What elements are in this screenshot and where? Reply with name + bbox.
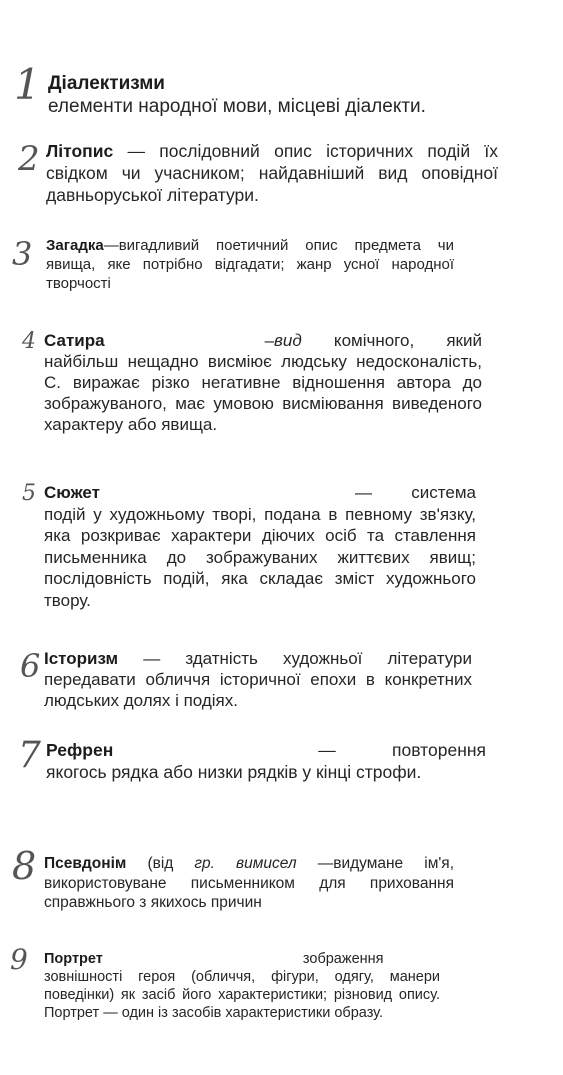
entry-definition-italic: гр. вимисел [194,855,297,872]
entry-definition: зображення зовнішності героя (обличчя, фігури, одягу, манери поведінки) як засіб його характеристики; різновид опису. Портрет — один із засобів характеристики образу. [44,951,440,1021]
entry-3 [12,236,454,293]
entry-definition: — здатність художньої літератури передавати обличчя історичної епохи в конкретних людських долях і подіях. [44,649,472,710]
entry-number: 2 [18,139,40,179]
entry-number: 3 [12,235,33,273]
entry-7 [18,736,486,783]
entry-number: 9 [10,943,28,976]
entry-term: Рефрен [46,740,114,760]
entry-definition: — послідовний опис історичних подій їх свідком чи учасником; найдавніший вид оповідної давньоруської літератури. [46,141,498,205]
entry-definition-prefix: (від [126,855,195,872]
entry-term: Портрет [44,951,103,967]
entry-term: Сатира [44,331,105,350]
entry-definition: — повторення якогось рядка або низки рядків у кінці строфи. [46,740,486,782]
entry-definition: — система подій у художньому творі, подана в певному зв'язку, яка розкриває характери діючих осіб та ставлення письменника до зображуваних життєвих явищ; послідовність подій, яка складає зміст художнього твору. [44,483,476,610]
entry-definition: комічного, який найбільш нещадно висміює людську недосконалість, С. виражає різко негативне відношення автора до зображуваного, має умовою висміювання виведеного характеру або явища. [44,331,482,434]
entry-definition-italic: вид [274,331,302,350]
entry-term: Діалектизми [48,73,165,94]
entry-number: 1 [14,60,41,109]
entry-definition: —видумане ім'я, використовуване письменником для приховання справжнього з якихось причин [44,855,455,911]
entry-term: Загадка [46,237,104,254]
entry-1 [14,60,524,118]
entry-8 [12,846,454,913]
entry-term: Сюжет [44,483,100,502]
entry-number: 8 [12,844,37,888]
entry-5 [22,482,476,611]
entry-6 [20,648,472,711]
entry-2 [18,140,498,206]
entry-4: 4 Сатира –вид комічного, який найбільш нещадно висміює людську недосконалість, С. виражає різко негативне відношення автора до зображуваного, має умовою висміювання виведеного характеру або явища. [22,329,482,434]
entry-definition: —вигадливий поетичний опис предмета чи явища, яке потрібно відгадати; жанр усної народної творчості [46,237,454,292]
entry-term: Історизм [44,649,119,668]
entry-definition: елементи народної мови, місцеві діалекти. [48,96,426,117]
entry-number: 7 [18,735,41,776]
entry-number: 4 [22,329,36,354]
entry-9 [10,944,440,1022]
entry-number: 5 [22,481,36,506]
entry-number: 6 [20,647,41,685]
entry-term: Псевдонім [44,855,127,872]
entry-term: Літопис [46,141,114,161]
